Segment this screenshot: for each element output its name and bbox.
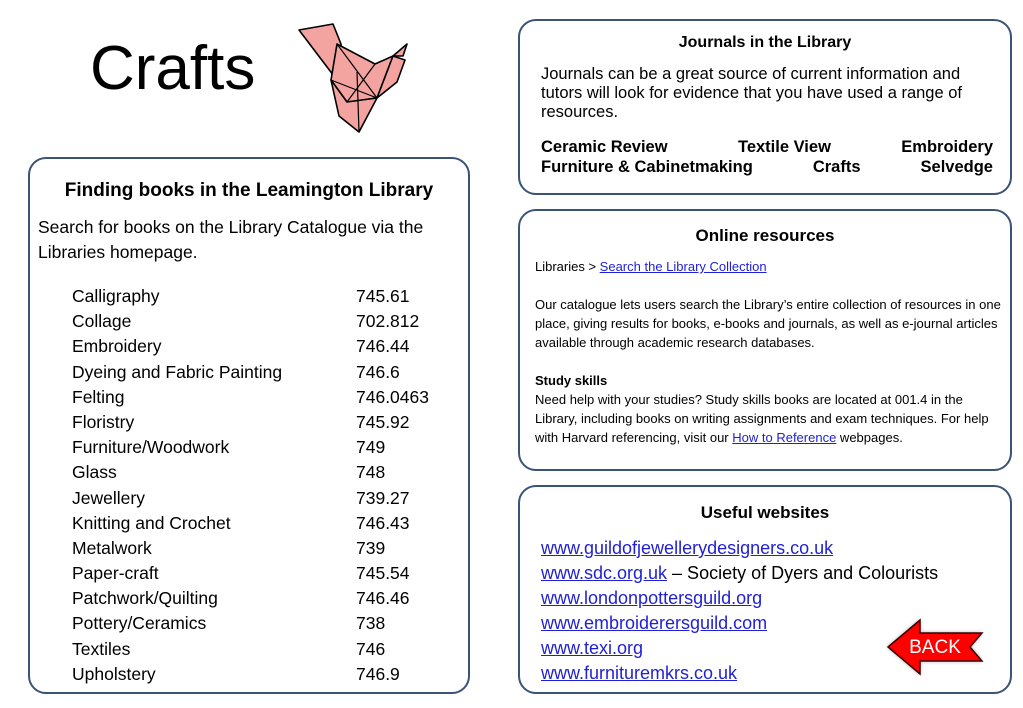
origami-crane-illustration [293, 20, 411, 138]
subject-label: Textiles [72, 638, 131, 659]
breadcrumb-prefix: Libraries > [535, 259, 600, 274]
subject-label: Jewellery [72, 487, 145, 508]
subject-label: Metalwork [72, 537, 152, 558]
subject-label: Embroidery [72, 336, 162, 357]
classmark: 745.54 [356, 563, 410, 584]
book-classification-list [72, 284, 452, 687]
back-button-label: BACK [909, 637, 961, 658]
book-classification-row [72, 309, 452, 334]
subject-label: Felting [72, 386, 125, 407]
search-library-collection-link[interactable]: Search the Library Collection [599, 259, 767, 274]
website-link[interactable]: www.guildofjewellerydesigners.co.uk [541, 538, 834, 558]
website-list-item [541, 586, 1001, 611]
subject-label: Patchwork/Quilting [72, 588, 218, 609]
website-description: – Society of Dyers and Colourists [667, 563, 939, 583]
online-resources-body [535, 257, 1003, 447]
book-classification-row [72, 385, 452, 410]
website-link[interactable]: www.sdc.org.uk [541, 563, 668, 583]
journal-title: Embroidery [901, 138, 993, 156]
finding-books-panel [28, 157, 470, 694]
website-list-item [541, 536, 1001, 561]
subject-label: Calligraphy [72, 286, 160, 306]
book-classification-row [72, 460, 452, 485]
book-classification-row [72, 586, 452, 611]
journals-panel [518, 19, 1012, 195]
page-title: Crafts [90, 34, 256, 103]
study-skills-heading: Study skills [535, 373, 608, 388]
subject-label: Dyeing and Fabric Painting [72, 361, 283, 382]
website-link[interactable]: www.furnituremkrs.co.uk [541, 663, 738, 683]
classmark: 738 [356, 613, 386, 634]
book-classification-row [72, 511, 452, 536]
study-skills-suffix: webpages. [836, 430, 903, 445]
classmark: 746.9 [356, 663, 400, 684]
journal-title: Crafts [812, 158, 861, 176]
classmark: 746.46 [356, 588, 410, 609]
journals-heading: Journals in the Library [678, 34, 852, 51]
book-classification-row [72, 561, 452, 586]
book-classification-row [72, 486, 452, 511]
book-classification-row [72, 410, 452, 435]
finding-books-intro: Search for books on the Library Catalogue via the Libraries homepage. [38, 217, 424, 262]
back-button[interactable] [882, 614, 988, 680]
classmark: 745.61 [356, 286, 410, 306]
book-classification-row [72, 662, 452, 687]
online-resources-panel [518, 209, 1012, 471]
journals-description: Journals can be a great source of current information and tutors will look for evidence that you have used a range of resources. [541, 65, 962, 121]
book-classification-row [72, 284, 452, 309]
book-classification-row [72, 536, 452, 561]
website-link[interactable]: www.texi.org [541, 638, 644, 658]
study-skills-text [535, 390, 1003, 447]
website-list-item [541, 561, 1001, 586]
online-resources-heading: Online resources [695, 226, 835, 245]
subject-label: Collage [72, 311, 132, 332]
book-classification-row [72, 637, 452, 662]
subject-label: Pottery/Ceramics [72, 613, 207, 634]
classmark: 702.812 [356, 311, 420, 332]
book-classification-row [72, 334, 452, 359]
book-classification-row [72, 360, 452, 385]
classmark: 746.6 [356, 361, 400, 382]
classmark: 749 [356, 437, 386, 458]
classmark: 746.44 [356, 336, 410, 357]
subject-label: Floristry [72, 411, 135, 432]
classmark: 739.27 [356, 487, 410, 508]
journal-title: Furniture & Cabinetmaking [541, 158, 753, 176]
book-classification-row [72, 435, 452, 460]
subject-label: Upholstery [72, 663, 156, 684]
finding-books-heading: Finding books in the Leamington Library [64, 180, 434, 201]
journal-titles-row-2 [541, 158, 993, 177]
subject-label: Paper-craft [72, 563, 159, 584]
classmark: 739 [356, 537, 386, 558]
how-to-reference-link[interactable]: How to Reference [732, 430, 837, 445]
study-skills-description: Need help with your studies? Study skills books are located at 001.4 in the Library, including books on writing assignments and exam techniques. For help with Harvard referencing, visit our [535, 392, 989, 445]
website-link[interactable]: www.londonpottersguild.org [541, 588, 763, 608]
classmark: 746.43 [356, 512, 410, 533]
breadcrumb [535, 257, 1003, 276]
classmark: 748 [356, 462, 386, 483]
subject-label: Furniture/Woodwork [72, 437, 230, 458]
journal-title: Ceramic Review [541, 138, 668, 156]
journal-title: Selvedge [920, 158, 993, 176]
website-link[interactable]: www.embroiderersguild.com [541, 613, 768, 633]
classmark: 745.92 [356, 411, 410, 432]
subject-label: Glass [72, 462, 117, 483]
journal-title: Textile View [737, 138, 831, 156]
useful-websites-heading: Useful websites [700, 503, 830, 522]
subject-label: Knitting and Crochet [72, 512, 231, 533]
classmark: 746 [356, 638, 386, 659]
journal-titles-row-1 [541, 138, 993, 157]
book-classification-row [72, 611, 452, 636]
classmark: 746.0463 [356, 386, 429, 407]
catalogue-description: Our catalogue lets users search the Library’s entire collection of resources in one place, giving results for books, e-books and journals, as well as e-journal articles available through academic research databases. [535, 297, 1001, 350]
